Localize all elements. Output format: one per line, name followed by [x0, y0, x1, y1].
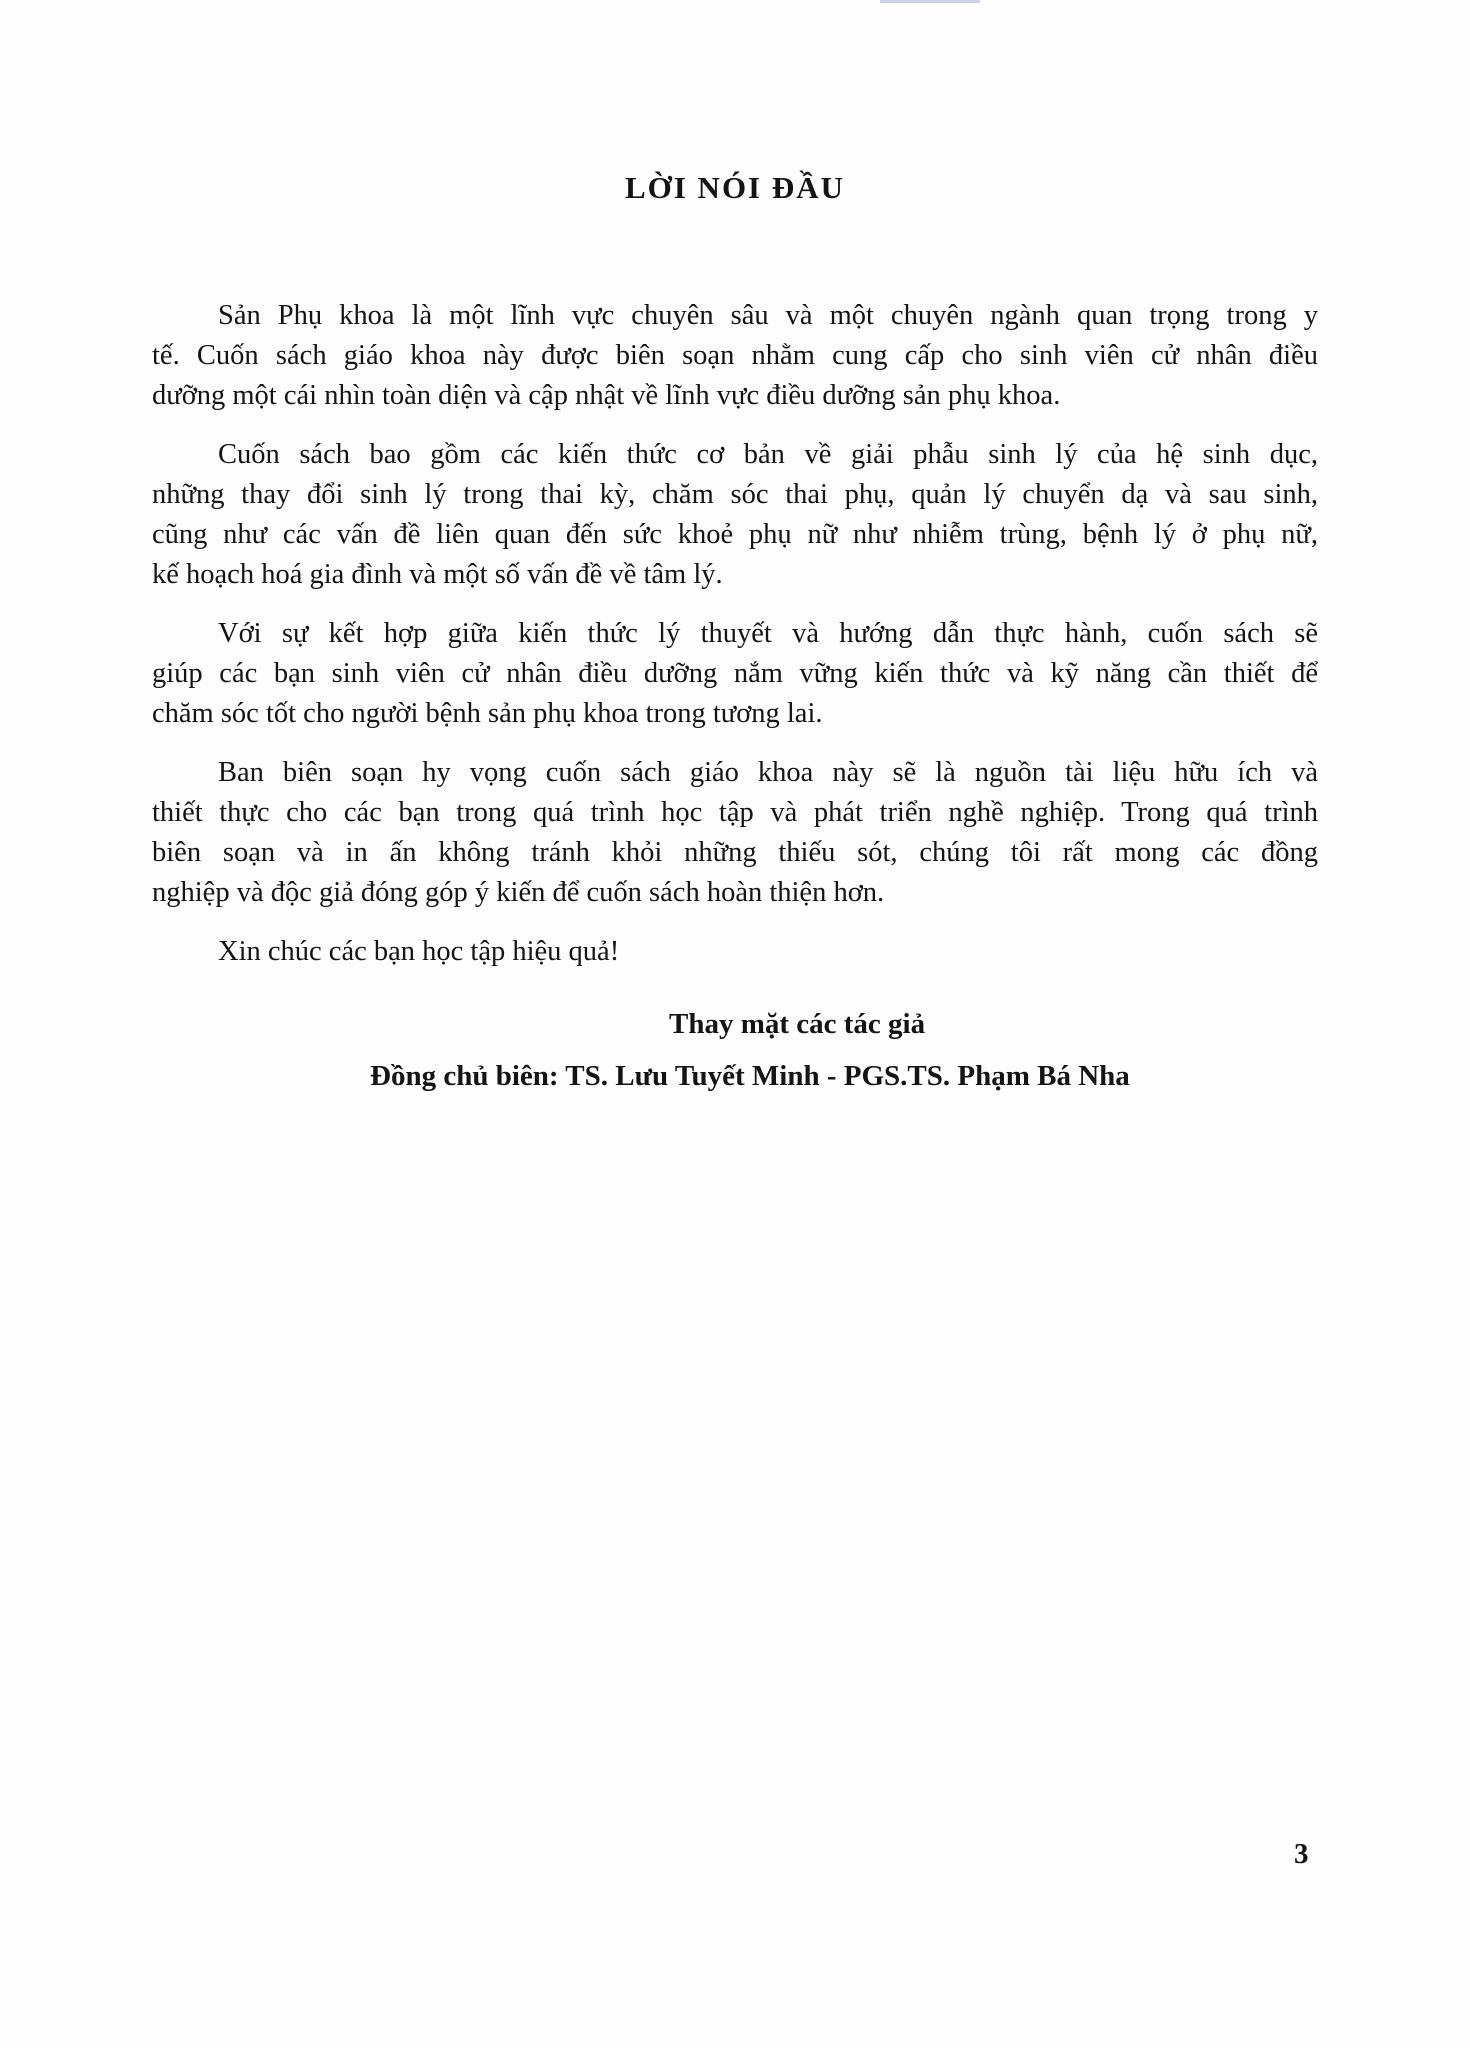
page-number: 3: [1294, 1838, 1309, 1870]
paragraph-line: chăm sóc tốt cho người bệnh sản phụ khoa trong tương lai.: [152, 698, 823, 729]
paragraph-line: Ban biên soạn hy vọng cuốn sách giáo khoa này sẽ là nguồn tài liệu hữu ích và: [218, 757, 1318, 788]
paragraph-5: [152, 932, 1318, 972]
paragraph-1: [152, 296, 1318, 416]
paragraph-line: Cuốn sách bao gồm các kiến thức cơ bản về giải phẫu sinh lý của hệ sinh dục,: [218, 439, 1318, 470]
paragraph-line: Sản Phụ khoa là một lĩnh vực chuyên sâu và một chuyên ngành quan trọng trong y: [218, 300, 1318, 331]
preface-body: [152, 296, 1318, 991]
signature-editors: Đồng chủ biên: TS. Lưu Tuyết Minh - PGS.TS. Phạm Bá Nha: [370, 1060, 1130, 1092]
page-title: LỜI NÓI ĐẦU: [624, 170, 846, 205]
paragraph-line: kế hoạch hoá gia đình và một số vấn đề về tâm lý.: [152, 559, 723, 590]
paragraph-line: những thay đổi sinh lý trong thai kỳ, chăm sóc thai phụ, quản lý chuyển dạ và sau sinh,: [152, 479, 1318, 510]
paragraph-line: dưỡng một cái nhìn toàn diện và cập nhật về lĩnh vực điều dưỡng sản phụ khoa.: [152, 380, 1061, 411]
paragraph-line: tế. Cuốn sách giáo khoa này được biên soạn nhằm cung cấp cho sinh viên cử nhân điều: [152, 340, 1318, 371]
paragraph-line: thiết thực cho các bạn trong quá trình học tập và phát triển nghề nghiệp. Trong quá trình: [152, 797, 1318, 828]
paragraph-4: [152, 753, 1318, 913]
paragraph-line: giúp các bạn sinh viên cử nhân điều dưỡng nắm vững kiến thức và kỹ năng cần thiết để: [152, 658, 1318, 689]
paragraph-line: Với sự kết hợp giữa kiến thức lý thuyết và hướng dẫn thực hành, cuốn sách sẽ: [218, 618, 1318, 649]
paragraph-line: Xin chúc các bạn học tập hiệu quả!: [218, 936, 620, 967]
scan-edge-mark: [880, 0, 980, 3]
paragraph-line: cũng như các vấn đề liên quan đến sức khoẻ phụ nữ như nhiễm trùng, bệnh lý ở phụ nữ,: [152, 519, 1318, 550]
paragraph-2: [152, 435, 1318, 595]
signature-on-behalf: Thay mặt các tác giả: [669, 1008, 926, 1040]
paragraph-line: nghiệp và độc giả đóng góp ý kiến để cuốn sách hoàn thiện hơn.: [152, 877, 885, 908]
paragraph-line: biên soạn và in ấn không tránh khỏi những thiếu sót, chúng tôi rất mong các đồng: [152, 837, 1318, 868]
paragraph-3: [152, 614, 1318, 734]
